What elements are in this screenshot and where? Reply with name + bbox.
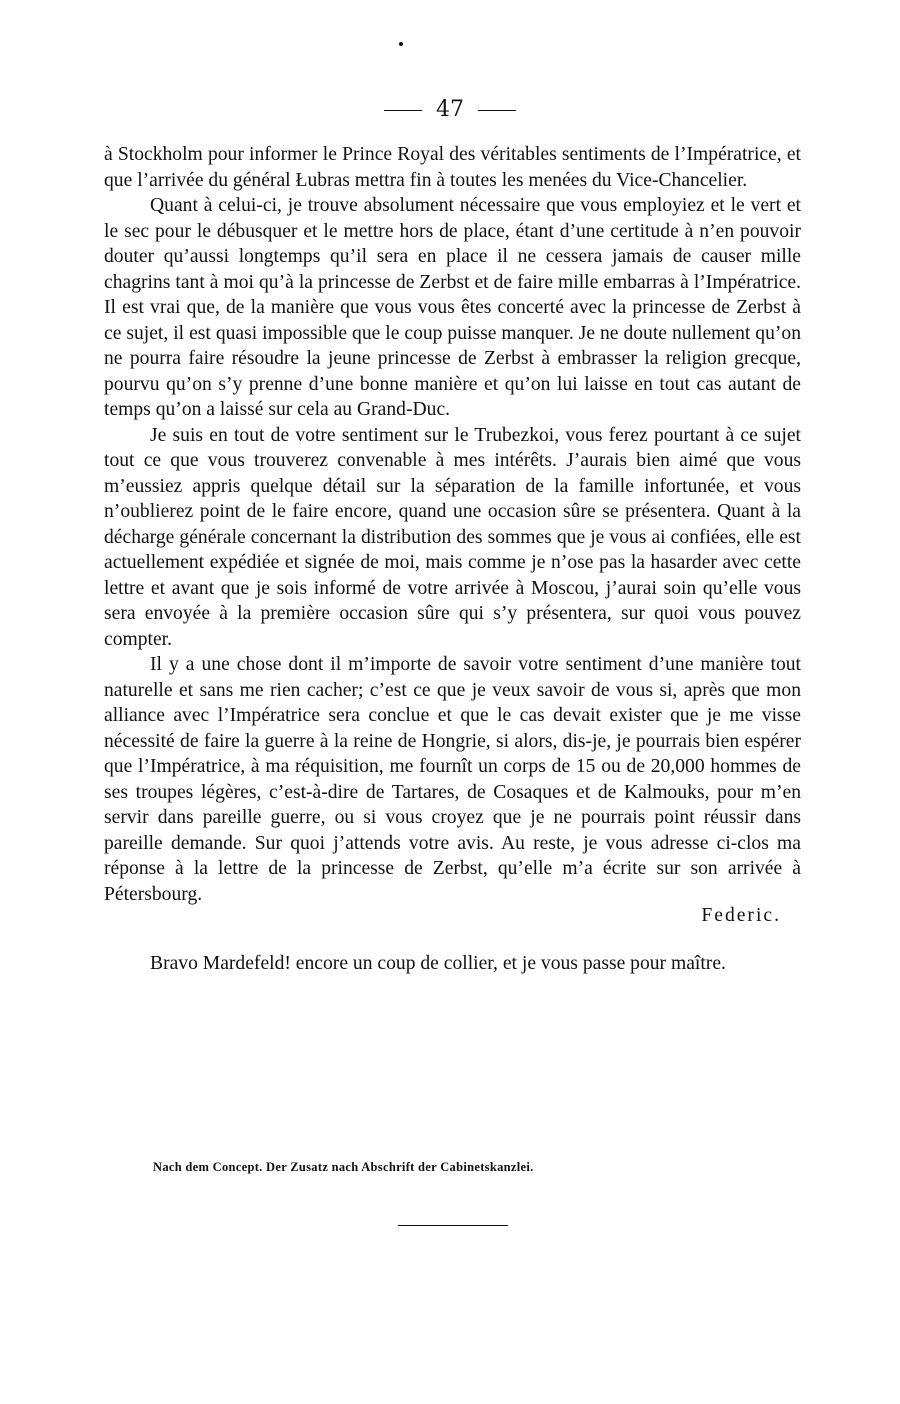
header-dash-right [478,110,516,111]
header-dash-left [384,110,422,111]
letter-body [104,142,801,976]
paragraph: Quant à celui-ci, je trouve absolument nécessaire que vous employiez et le vert et le sec pour le débusquer et le mettre hors de place, étant d’une certitude à n’en pouvoir douter qu’aussi longtemps qu’il sera en place il ne cessera jamais de causer mille chagrins tant à moi qu’à la princesse de Zerbst et de faire mille embarras à l’Impératrice. Il est vrai que, de la manière que vous vous êtes concerté avec la princesse de Zerbst à ce sujet, il est quasi impossible que le coup puisse manquer. Je ne doute nullement qu’on ne pourra faire résoudre la jeune princesse de Zerbst à embrasser la religion grecque, pourvu qu’on s’y prenne d’une bonne manière et qu’on lui laisse en tout cas autant de temps qu’on a laissé sur cela au Grand-Duc. [104,195,801,420]
end-rule [398,1225,508,1226]
postscript: Bravo Mardefeld! encore un coup de collier, et je vous passe pour maître. [150,952,726,974]
page-number: 47 [436,97,464,122]
signature: Federic. [701,905,781,926]
paragraph-continuation: à Stockholm pour informer le Prince Royal des véritables sentiments de l’Impératrice, et que l’arrivée du général Łubras mettra fin à toutes les menées du Vice-Chancelier. [104,144,801,191]
ink-speck [399,42,403,46]
source-note: Nach dem Concept. Der Zusatz nach Abschrift der Cabinetskanzlei. [153,1160,534,1174]
paragraph: Il y a une chose dont il m’importe de savoir votre sentiment d’une manière tout naturelle et sans me rien cacher; c’est ce que je veux savoir de vous si, après que mon alliance avec l’Impératrice sera conclue et que le cas devait exister que je me visse nécessité de faire la guerre à la reine de Hongrie, si alors, dis-je, je pourrais bien espérer que l’Impératrice, à ma réquisition, me fournît un corps de 15 ou de 20,000 hommes de ses troupes légères, c’est-à-dire de Tartares, de Cosaques et de Kalmouks, pour m’en servir dans pareille guerre, ou si vous croyez que je ne pourrais point réussir dans pareille demande. Sur quoi j’attends votre avis. Au reste, je vous adresse ci-clos ma réponse à la lettre de la princesse de Zerbst, qu’elle m’a écrite sur son arrivée à Pétersbourg. [104,654,801,905]
page-header [0,95,900,125]
paragraph: Je suis en tout de votre sentiment sur le Trubezkoi, vous ferez pourtant à ce sujet tout ce que vous trouverez convenable à mes intérêts. J’aurais bien aimé que vous m’eussiez appris quelque détail sur la séparation de la famille infortunée, et vous n’oublierez point de le faire encore, quand une occasion sûre se présentera. Quant à la décharge générale concernant la distribution des sommes que je vous ai confiées, elle est actuellement expédiée et signée de moi, mais comme je n’ose pas la hasarder avec cette lettre et avant que je sois informé de votre arrivée à Moscou, j’aurai soin qu’elle vous sera envoyée à la première occasion sûre qui s’y présentera, sur quoi vous pouvez compter. [104,424,801,650]
